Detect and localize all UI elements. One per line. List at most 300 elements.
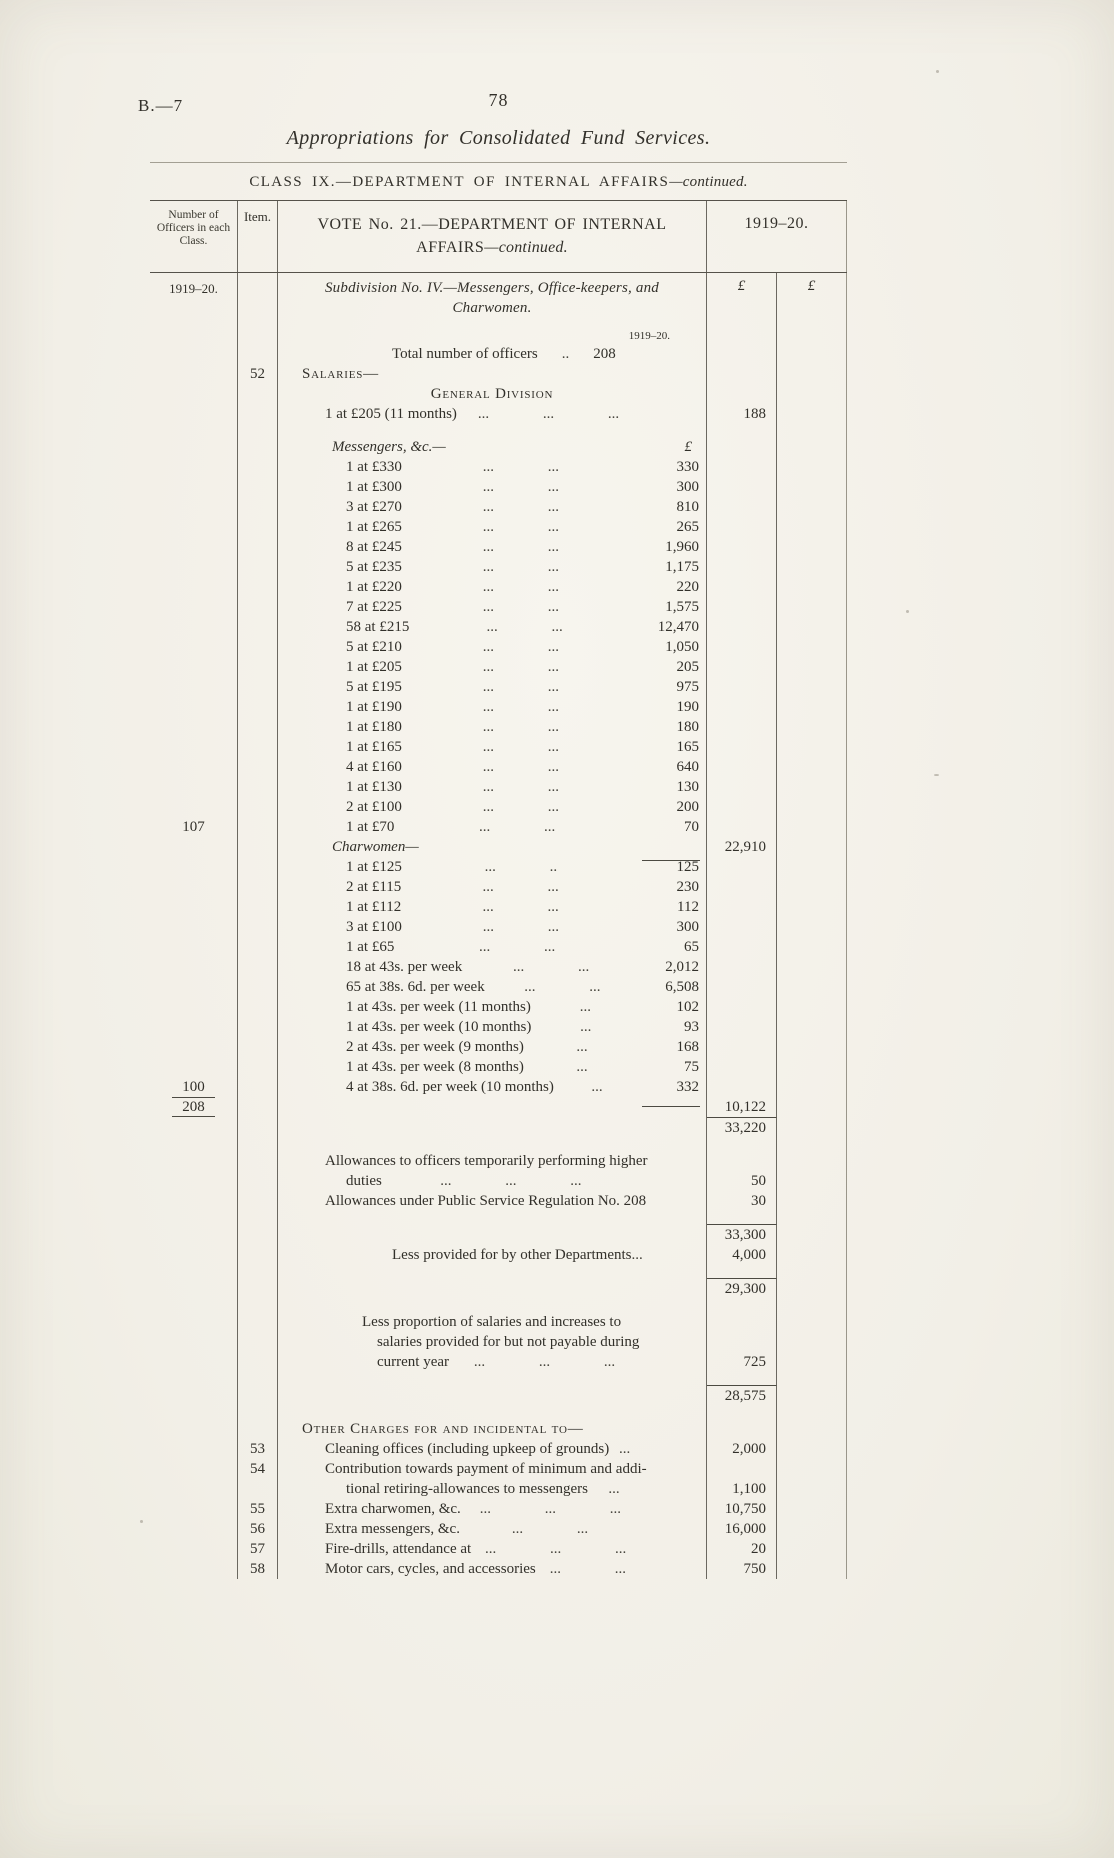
amount-column-1: 188: [743, 406, 766, 422]
officers-count: 107: [182, 819, 205, 835]
dot-leader: ... ...: [482, 759, 560, 775]
officers-count-cell: [150, 737, 238, 757]
amount-column-1: 50: [751, 1173, 766, 1189]
officers-count-cell: [150, 697, 238, 717]
item-number-cell: [238, 1419, 278, 1439]
description-cell: [278, 497, 707, 517]
officers-column-year: 1919–20.: [150, 273, 238, 329]
dot-leader: ... ...: [482, 479, 560, 495]
item-number-cell: [238, 697, 278, 717]
description-cell: [278, 477, 707, 497]
amount-column-2-cell: [777, 1439, 847, 1459]
dot-leader: ... ...: [482, 739, 560, 755]
description-cell: [278, 797, 707, 817]
item-number-cell: [238, 897, 278, 917]
row-label: 1 at £330: [346, 459, 402, 475]
item-number-cell: [238, 1519, 278, 1539]
dot-leader: ... ...: [482, 779, 560, 795]
dot-leader: ... ... ...: [484, 1541, 627, 1557]
table-row: [150, 737, 847, 757]
amount-column-1-cell: [707, 1171, 777, 1191]
amount-column-1-cell: [707, 1406, 777, 1419]
amount-column-1-cell: [707, 1352, 777, 1372]
item-number-cell: [238, 424, 278, 437]
amount-column-2-cell: [777, 1278, 847, 1299]
item-number-cell: [238, 857, 278, 877]
amount-column-2-cell: [777, 637, 847, 657]
item-number-cell: [238, 1385, 278, 1406]
amount-column-2-cell: [777, 1037, 847, 1057]
row-label: 2 at £100: [346, 799, 402, 815]
item-number-cell: [238, 437, 278, 457]
description-cell: [278, 617, 707, 637]
row-label: Less proportion of salaries and increases to: [362, 1314, 622, 1330]
officers-count-cell: [150, 897, 238, 917]
amount-column-1-cell: [707, 497, 777, 517]
description-cell: [278, 424, 707, 437]
amount-column-1-cell: [707, 657, 777, 677]
officers-count-cell: [150, 1419, 238, 1439]
description-cell: [278, 837, 707, 857]
description-cell: [278, 364, 707, 384]
table-row: [150, 897, 847, 917]
table-row: [150, 1479, 847, 1499]
table-row: [150, 1191, 847, 1211]
item-number-cell: [238, 1077, 278, 1097]
table-row: [150, 329, 847, 344]
scan-speck: [936, 70, 939, 73]
officers-count-cell: [150, 1245, 238, 1265]
dot-leader: ...: [619, 1441, 631, 1457]
table-header-row-2: [150, 273, 847, 329]
dot-leader: ... ...: [482, 719, 560, 735]
amount-column-2-cell: [777, 597, 847, 617]
table-row: [150, 424, 847, 437]
dot-leader: ... ...: [482, 899, 559, 915]
dot-leader: ... ...: [479, 819, 556, 835]
amount-column-1-cell: [707, 1138, 777, 1151]
inner-amount: 12,470: [657, 619, 699, 635]
dot-leader: ...: [608, 1481, 620, 1497]
table-row: [150, 1211, 847, 1224]
description-cell: [278, 1385, 707, 1406]
item-number-cell: [238, 657, 278, 677]
description-cell: [278, 1372, 707, 1385]
description-cell: [278, 1499, 707, 1519]
amount-column-1-cell: [707, 557, 777, 577]
appropriations-table: [150, 200, 847, 1579]
amount-column-1-cell: [707, 1224, 777, 1245]
item-number-cell: [238, 1352, 278, 1372]
row-label: 4 at £160: [346, 759, 402, 775]
item-number-cell: [238, 1191, 278, 1211]
amount-column-1-cell: [707, 1265, 777, 1278]
table-row: [150, 1419, 847, 1439]
inner-amount: 93: [684, 1019, 699, 1035]
item-number-cell: [238, 404, 278, 424]
table-row: [150, 1151, 847, 1171]
table-row: [150, 937, 847, 957]
officers-count-cell: [150, 1372, 238, 1385]
officers-count-cell: [150, 1352, 238, 1372]
amount-column-2-cell: [777, 404, 847, 424]
amount-column-1-cell: [707, 1077, 777, 1097]
table-row: [150, 1499, 847, 1519]
amount-column-2-cell: [777, 617, 847, 637]
amount-column-1: 2,000: [732, 1441, 766, 1457]
table-row: [150, 1017, 847, 1037]
row-label: General Division: [430, 386, 554, 402]
amount-column-2-cell: [777, 384, 847, 404]
dot-leader: ... ...: [482, 639, 560, 655]
officers-count-cell: [150, 817, 238, 837]
table-row: [150, 1559, 847, 1579]
amount-column-1-cell: [707, 329, 777, 344]
officers-count-cell: [150, 857, 238, 877]
description-cell: [278, 1559, 707, 1579]
description-cell: [278, 437, 707, 457]
officers-count-cell: [150, 344, 238, 364]
dot-leader: ..: [561, 346, 570, 362]
amount-column-1-cell: [707, 1372, 777, 1385]
description-cell: [278, 597, 707, 617]
officers-count-cell: [150, 1057, 238, 1077]
inner-amount: 125: [676, 859, 699, 875]
dot-leader: ... ...: [482, 799, 560, 815]
subdivision-line-2: Charwomen.: [452, 300, 532, 316]
inner-amount: 190: [676, 699, 699, 715]
description-cell: [278, 577, 707, 597]
inner-amount: 2,012: [665, 959, 699, 975]
item-number-cell: [238, 1332, 278, 1352]
table-row: [150, 817, 847, 837]
amount-column-1-cell: [707, 1057, 777, 1077]
item-number-cell: [238, 777, 278, 797]
row-label: 3 at £270: [346, 499, 402, 515]
inner-amount: £: [684, 439, 692, 455]
dot-leader: ... ... ...: [473, 1354, 616, 1370]
inner-amount: 70: [684, 819, 699, 835]
amount-column-1-cell: [707, 1211, 777, 1224]
amount-column-2-cell: [777, 877, 847, 897]
officers-count-cell: [150, 1559, 238, 1579]
pound-sign-column-1: £: [707, 273, 777, 329]
item-number-cell: [238, 1539, 278, 1559]
amount-column-2-cell: [777, 1332, 847, 1352]
officers-count-cell: [150, 837, 238, 857]
amount-column-2-cell: [777, 797, 847, 817]
description-cell: [278, 404, 707, 424]
inner-amount: 75: [684, 1059, 699, 1075]
row-label: Less provided for by other Departments: [392, 1247, 632, 1263]
item-number-cell: [238, 917, 278, 937]
dot-leader: ... ...: [482, 519, 560, 535]
scan-speck: [906, 610, 909, 613]
amount-column-2-cell: [777, 1539, 847, 1559]
amount-column-2-cell: [777, 1138, 847, 1151]
officers-count-cell: [150, 1211, 238, 1224]
table-row: [150, 857, 847, 877]
amount-column-1-cell: [707, 437, 777, 457]
amount-column-1-cell: [707, 777, 777, 797]
row-label: 1 at 43s. per week (10 months): [346, 1019, 532, 1035]
amount-column-2-cell: [777, 1171, 847, 1191]
officers-count-cell: [150, 1439, 238, 1459]
amount-column-2-cell: [777, 1211, 847, 1224]
amount-column-2-cell: [777, 837, 847, 857]
item-number-cell: [238, 1559, 278, 1579]
table-row: [150, 1372, 847, 1385]
table-row: [150, 537, 847, 557]
item-number-cell: [238, 1439, 278, 1459]
table-row: [150, 477, 847, 497]
officers-count-cell: [150, 364, 238, 384]
table-row: [150, 1439, 847, 1459]
officers-count-cell: [150, 937, 238, 957]
item-number: 54: [250, 1461, 265, 1477]
amount-column-1: 33,220: [724, 1120, 766, 1136]
dot-leader: ... ...: [549, 1561, 626, 1577]
amount-column-1-cell: [707, 917, 777, 937]
dot-leader: ... ...: [482, 539, 560, 555]
table-row: [150, 997, 847, 1017]
table-row: [150, 837, 847, 857]
officers-count-cell: [150, 597, 238, 617]
officers-count-cell: [150, 329, 238, 344]
table-row: [150, 557, 847, 577]
item-number-cell: [238, 937, 278, 957]
amount-column-2-cell: [777, 344, 847, 364]
officers-count-cell: [150, 637, 238, 657]
item-number-cell: [238, 797, 278, 817]
inner-amount: 300: [676, 919, 699, 935]
table-row: [150, 917, 847, 937]
amount-column-2-cell: [777, 657, 847, 677]
amount-column-1-cell: [707, 1191, 777, 1211]
description-cell: [278, 1191, 707, 1211]
inner-amount: 102: [676, 999, 699, 1015]
amount-column-1-cell: [707, 737, 777, 757]
dot-leader: ... ... ...: [479, 1501, 622, 1517]
item-number-cell: [238, 1138, 278, 1151]
item-number-cell: [238, 757, 278, 777]
subdivision-line-1: Subdivision No. IV.—Messengers, Office-keepers, and: [324, 280, 660, 296]
description-cell: [278, 897, 707, 917]
table-row: [150, 1097, 847, 1117]
dot-leader: ...: [576, 1059, 588, 1075]
row-label: Total number of officers: [392, 346, 538, 362]
row-label: Extra messengers, &c.: [325, 1521, 460, 1537]
table-row: [150, 577, 847, 597]
dot-leader: ...: [631, 1247, 643, 1263]
item-number-cell: [238, 717, 278, 737]
row-label: 1 at £190: [346, 699, 402, 715]
table-row: [150, 1138, 847, 1151]
row-label: 1 at 43s. per week (8 months): [346, 1059, 524, 1075]
amount-column-2-cell: [777, 897, 847, 917]
item-number-cell: [238, 1037, 278, 1057]
dot-leader: ... ...: [482, 579, 560, 595]
inner-amount: 1,575: [665, 599, 699, 615]
amount-column-1-cell: [707, 957, 777, 977]
amount-column-1-cell: [707, 1385, 777, 1406]
row-label: 1 at £205: [346, 659, 402, 675]
amount-column-2-cell: [777, 1372, 847, 1385]
description-cell: [278, 1138, 707, 1151]
amount-column-1-cell: [707, 1459, 777, 1479]
description-cell: [278, 637, 707, 657]
row-label: Allowances under Public Service Regulation No. 208: [325, 1193, 647, 1209]
amount-column-2-cell: [777, 457, 847, 477]
inner-amount: 200: [676, 799, 699, 815]
table-row: [150, 404, 847, 424]
item-number-cell: [238, 637, 278, 657]
table-row: [150, 1299, 847, 1312]
amount-column-1-cell: [707, 477, 777, 497]
description-cell: [278, 717, 707, 737]
dot-leader: ... ...: [482, 659, 560, 675]
dot-leader: ... ...: [479, 939, 556, 955]
item-number-cell: [238, 597, 278, 617]
officers-count-cell: [150, 1151, 238, 1171]
officers-count-cell: [150, 717, 238, 737]
description-cell: [278, 1299, 707, 1312]
description-cell: [278, 1097, 707, 1117]
description-cell: [278, 537, 707, 557]
officers-column-header: Number of Officers in each Class.: [150, 201, 238, 272]
inner-amount: 810: [676, 499, 699, 515]
item-number-cell: [238, 1224, 278, 1245]
item-number-cell: [238, 1278, 278, 1299]
amount-column-1: 4,000: [732, 1247, 766, 1263]
amount-column-1-cell: [707, 1479, 777, 1499]
amount-column-2-cell: [777, 757, 847, 777]
table-row: [150, 1385, 847, 1406]
amount-column-2-cell: [777, 737, 847, 757]
amount-column-2-cell: [777, 857, 847, 877]
row-label: 3 at £100: [346, 919, 402, 935]
amount-column-2-cell: [777, 1499, 847, 1519]
amount-column-1-cell: [707, 404, 777, 424]
officers-count-cell: [150, 1312, 238, 1332]
inner-amount: 168: [676, 1039, 699, 1055]
amount-column-2-cell: [777, 329, 847, 344]
table-row: [150, 637, 847, 657]
description-cell: [278, 657, 707, 677]
table-row: [150, 1312, 847, 1332]
item-number-cell: [238, 1479, 278, 1499]
officers-count-cell: [150, 1499, 238, 1519]
amount-column-2-cell: [777, 997, 847, 1017]
row-label: 1 at £125: [346, 859, 402, 875]
row-label: tional retiring-allowances to messengers: [346, 1481, 589, 1497]
dot-leader: ... ...: [482, 919, 560, 935]
officers-count-cell: [150, 1479, 238, 1499]
description-cell: [278, 329, 707, 344]
item-number-cell: [238, 384, 278, 404]
row-label: 1 at £65: [346, 939, 395, 955]
amount-column-2-cell: [777, 977, 847, 997]
officers-count-cell: [150, 477, 238, 497]
inner-amount: 332: [676, 1079, 699, 1095]
amount-column-1-cell: [707, 897, 777, 917]
amount-column-2-cell: [777, 577, 847, 597]
amount-column-1-cell: [707, 677, 777, 697]
amount-column-1-cell: [707, 1539, 777, 1559]
row-label: Fire-drills, attendance at: [325, 1541, 472, 1557]
inner-amount: 220: [676, 579, 699, 595]
row-label: 1 at £180: [346, 719, 402, 735]
officers-count-cell: [150, 877, 238, 897]
amount-column-1-cell: [707, 717, 777, 737]
table-row: [150, 1278, 847, 1299]
item-number-cell: [238, 1151, 278, 1171]
row-label: Extra charwomen, &c.: [325, 1501, 461, 1517]
item-number-cell: [238, 1057, 278, 1077]
dot-leader: ...: [579, 999, 592, 1015]
amount-column-1: 750: [743, 1561, 766, 1577]
item-number-cell: [238, 477, 278, 497]
row-label: Cleaning offices (including upkeep of grounds): [325, 1441, 610, 1457]
item-number-cell: [238, 1117, 278, 1138]
item-number-cell: [238, 737, 278, 757]
officers-count-cell: [150, 1299, 238, 1312]
officers-count-cell: [150, 1332, 238, 1352]
officers-count-cell: [150, 577, 238, 597]
item-number-cell: [238, 497, 278, 517]
officers-count-cell: [150, 617, 238, 637]
table-row: [150, 1406, 847, 1419]
officers-count-cell: [150, 797, 238, 817]
amount-column-1-cell: [707, 364, 777, 384]
item-number-cell: [238, 329, 278, 344]
scan-speck: [934, 774, 939, 776]
row-label: 1 at £130: [346, 779, 402, 795]
row-label: Contribution towards payment of minimum and addi-: [325, 1461, 647, 1477]
row-label: 1919–20.: [628, 330, 670, 342]
description-cell: [278, 1406, 707, 1419]
officers-count-cell: [150, 1117, 238, 1138]
description-cell: [278, 1312, 707, 1332]
item-column-spacer: [238, 273, 278, 329]
amount-column-1: 10,122: [724, 1099, 766, 1115]
amount-column-1: 10,750: [724, 1501, 766, 1517]
description-cell: [278, 1278, 707, 1299]
amount-column-1: 725: [743, 1354, 766, 1370]
amount-column-2-cell: [777, 1151, 847, 1171]
amount-column-1-cell: [707, 937, 777, 957]
amount-column-1: 29,300: [724, 1281, 766, 1297]
item-number-cell: [238, 537, 278, 557]
description-cell: [278, 817, 707, 837]
description-cell: [278, 1171, 707, 1191]
row-label: 7 at £225: [346, 599, 402, 615]
description-cell: [278, 737, 707, 757]
amount-column-1-cell: [707, 1299, 777, 1312]
item-number: 55: [250, 1501, 265, 1517]
description-cell: [278, 777, 707, 797]
officers-count-cell: [150, 657, 238, 677]
inner-amount: 230: [676, 879, 699, 895]
description-cell: [278, 857, 707, 877]
description-cell: [278, 1352, 707, 1372]
dot-leader: ... ...: [482, 559, 560, 575]
amount-column-1-cell: [707, 837, 777, 857]
item-number: 57: [250, 1541, 265, 1557]
item-number-cell: [238, 617, 278, 637]
table-row: [150, 617, 847, 637]
amount-column-1-cell: [707, 1097, 777, 1117]
